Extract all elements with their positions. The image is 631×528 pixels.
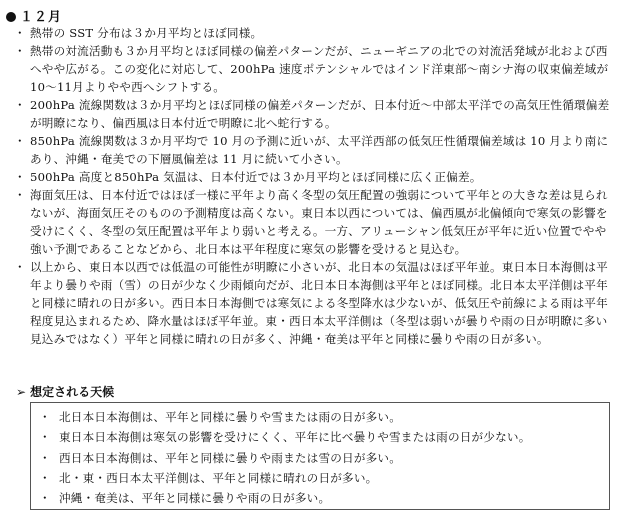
bullet-icon: ・ (14, 260, 26, 274)
bullet-icon: ・ (14, 44, 26, 58)
section-title (6, 6, 62, 25)
bullet-text: 200hPa 流線関数は３か月平均とほぼ同様の偏差パターンだが、日本付近～中部太平洋での高気圧性循環偏差が明瞭になり、偏西風は日本付近で明瞭に北へ蛇行する。 (30, 98, 610, 130)
bullet-icon: ・ (39, 450, 51, 465)
weather-item-3 (31, 448, 609, 468)
weather-item-text: 沖縄・奄美は、平年と同様に曇りや雨の日が多い。 (59, 491, 331, 506)
expected-weather-heading (16, 383, 114, 400)
bullet-text: 熱帯の SST 分布は３か月平均とほぼ同様。 (30, 26, 263, 40)
bullet-icon: ・ (14, 188, 26, 202)
analysis-bullet-list (10, 24, 614, 348)
bullet-item-3 (10, 96, 614, 132)
bullet-item-6 (10, 186, 614, 258)
bullet-item-7 (10, 258, 614, 348)
bullet-text: 850hPa 流線関数は３か月平均で 10 月の予測に近いが、太平洋西部の低気圧性循環偏差域は 10 月より南にあり、沖縄・奄美での下層風偏差は 11 月に続いて小さい。 (30, 134, 609, 166)
weather-item-2 (31, 427, 609, 447)
weather-item-5 (31, 488, 609, 508)
weather-item-text: 北・東・西日本太平洋側は、平年と同様に晴れの日が多い。 (59, 470, 378, 485)
bullet-item-5 (10, 168, 614, 186)
weather-item-text: 西日本日本海側は、平年と同様に曇りや雨または雪の日が多い。 (59, 450, 402, 465)
bullet-icon: ・ (14, 98, 26, 112)
bullet-icon: ・ (39, 491, 51, 506)
expected-weather-box (30, 402, 610, 510)
bullet-item-2 (10, 42, 614, 96)
bullet-item-4 (10, 132, 614, 168)
bullet-text: 海面気圧は、日本付近ではほぼ一様に平年より高く冬型の気圧配置の強弱について平年との大きな差は見られないが、海面気圧そのものの予測精度は高くない。東日本以西については、偏西風が北偏傾向で寒気の影響を受けにくく、冬型の気圧配置は平年より弱いと考える。一方、アリューシャン低気圧が平年に近い位置でやや強い予測であることなどから、北日本は平年程度に寒気の影響を受けると見込む。 (30, 188, 608, 256)
bullet-item-1 (10, 24, 614, 42)
weather-item-text: 東日本日本海側は寒気の影響を受けにくく、平年に比べ曇りや雪または雨の日が少ない。 (59, 430, 531, 445)
bullet-icon: ・ (14, 134, 26, 148)
bullet-text: 以上から、東日本以西では低温の可能性が明瞭に小さいが、北日本の気温はほぼ平年並。東日本日本海側は平年より曇りや雨（雪）の日が少なく少雨傾向だが、北日本日本海側は平年とほぼ同様。北日本太平洋側は平年と同様に晴れの日が多い。西日本日本海側では寒気による冬型降水は少ないが、低気圧や前線による雨は平年程度見込まれるため、降水量はほぼ平年並。東・西日本太平洋側は（冬型は弱いが曇りや雨の日が明瞭に多い見込みではなく）平年と同様に晴れの日が多く、沖縄・奄美は平年と同様に曇りや雨の日が多い。 (30, 260, 608, 346)
bullet-icon: ・ (14, 170, 26, 184)
bullet-icon: ・ (14, 26, 26, 40)
bullet-icon: ・ (39, 470, 51, 485)
title-bullet-icon (6, 12, 16, 22)
weather-item-4 (31, 468, 609, 488)
weather-item-1 (31, 407, 609, 427)
section-title-text: １２月 (20, 10, 63, 25)
arrow-icon: ➢ (16, 385, 27, 399)
bullet-text: 熱帯の対流活動も３か月平均とほぼ同様の偏差パターンだが、ニューギニアの北での対流活発域が北および西へやや広がる。この変化に対応して、200hPa 速度ポテンシャルではインド洋東部～南シナ海の収束偏差域が10～11月よりやや西へシフトする。 (30, 44, 609, 94)
bullet-icon: ・ (39, 410, 51, 424)
weather-item-text: 北日本日本海側は、平年と同様に曇りや雪または雨の日が多い。 (59, 410, 402, 424)
bullet-icon: ・ (39, 430, 51, 445)
expected-weather-heading-text: 想定される天候 (30, 385, 115, 399)
bullet-text: 500hPa 高度と850hPa 気温は、日本付近では３か月平均とほぼ同様に広く正偏差。 (30, 170, 482, 184)
